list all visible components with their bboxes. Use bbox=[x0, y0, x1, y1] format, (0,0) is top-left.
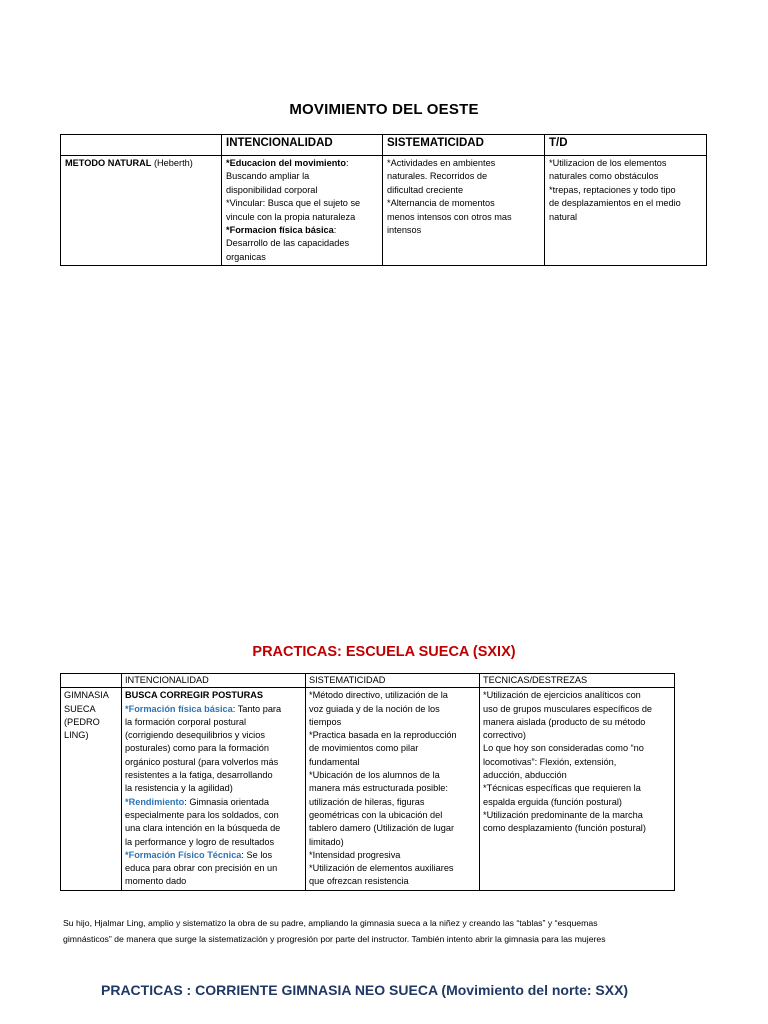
header-cell-intencionalidad: INTENCIONALIDAD bbox=[122, 674, 306, 688]
header-cell-empty bbox=[61, 135, 222, 156]
method-name: METODO NATURAL bbox=[65, 158, 152, 168]
text-line: orgánico postural (para volverlos más bbox=[125, 756, 279, 767]
text-line: *Intensidad progresiva bbox=[309, 849, 401, 860]
text-line: momento dado bbox=[125, 876, 187, 887]
text-line: la performance y logro de resultados bbox=[125, 836, 275, 847]
text-line: BUSCA CORREGIR POSTURAS bbox=[125, 690, 263, 701]
text-line: Buscando ampliar la bbox=[226, 171, 310, 182]
text-line: *Utilización de ejercicios analíticos con bbox=[483, 690, 641, 701]
text-line: geométricas con la ubicación del bbox=[309, 809, 443, 820]
text-line: *Educacion del movimiento: bbox=[226, 158, 349, 168]
header-cell-sistematicidad: SISTEMATICIDAD bbox=[306, 674, 480, 688]
header-cell-sistematicidad: SISTEMATICIDAD bbox=[383, 135, 545, 156]
text-line: *Ubicación de los alumnos de la bbox=[309, 770, 440, 781]
header-cell-empty bbox=[61, 674, 122, 688]
section-title-neo-sueca: PRACTICAS : CORRIENTE GIMNASIA NEO SUECA (Movimiento del norte: SXX) bbox=[101, 982, 629, 998]
text-line: disponibilidad corporal bbox=[226, 184, 318, 195]
system-cell bbox=[306, 688, 480, 890]
text-line: *Formación Físico Técnica: Se los bbox=[125, 849, 273, 860]
intent-cell bbox=[122, 688, 306, 890]
text-line: natural bbox=[549, 211, 578, 222]
text-line: vincule con la propia naturaleza bbox=[226, 211, 356, 222]
text-line: espalda erguida (función postural) bbox=[483, 796, 622, 807]
text-line: menos intensos con otros mas bbox=[387, 211, 512, 222]
text-line: *Método directivo, utilización de la bbox=[309, 690, 448, 701]
method-author: (Heberth) bbox=[151, 158, 193, 168]
text-line: correctivo) bbox=[483, 730, 526, 741]
section-title-escuela-sueca: PRACTICAS: ESCUELA SUECA (SXIX) bbox=[252, 644, 516, 660]
text-line: voz guiada y de la noción de los bbox=[309, 703, 440, 714]
paragraph-line: gimnásticos” de manera que surge la sistematización y progresión por parte del instructor. También intento abrir la gimnasia para las mujeres bbox=[63, 933, 606, 944]
paragraph-line: Su hijo, Hjalmar Ling, amplio y sistematizo la obra de su padre, ampliando la gimnasia sueca a la niñez y creando las “tablas” y “esquemas bbox=[63, 918, 598, 928]
text-line: (corrigiendo desequilibrios y vicios bbox=[125, 730, 265, 741]
text-line: *Vincular: Busca que el sujeto se bbox=[226, 198, 361, 209]
text-line: naturales como obstáculos bbox=[549, 171, 659, 182]
method-cell bbox=[61, 156, 222, 266]
text-line: intensos bbox=[387, 225, 422, 236]
text-line: *Utilización de elementos auxiliares bbox=[309, 863, 454, 874]
text-line: manera aislada (producto de su método bbox=[483, 716, 646, 727]
text-line: GIMNASIA bbox=[64, 690, 109, 701]
text-line: tablero damero (Utilización de lugar bbox=[309, 823, 455, 834]
body-paragraph bbox=[63, 916, 713, 947]
table-row bbox=[61, 156, 707, 266]
text-line: *Formacion física básica: bbox=[226, 225, 337, 236]
text-line: tiempos bbox=[309, 716, 342, 727]
text-line: *Alternancia de momentos bbox=[387, 198, 495, 209]
text-line: *Practica basada en la reproducción bbox=[309, 730, 457, 741]
text-line: especialmente para los soldados, con bbox=[125, 809, 279, 820]
text-line: manera más estructurada posible: bbox=[309, 783, 448, 794]
text-line: educa para obrar con precisión en un bbox=[125, 863, 278, 874]
system-cell bbox=[383, 156, 545, 266]
text-line: la resistencia y la agilidad) bbox=[125, 783, 233, 794]
text-line: *trepas, reptaciones y todo tipo bbox=[549, 184, 676, 195]
text-line: (PEDRO bbox=[64, 716, 100, 727]
text-line: utilización de hileras, figuras bbox=[309, 796, 425, 807]
table-row bbox=[61, 688, 675, 890]
text-line: de desplazamientos en el medio bbox=[549, 198, 681, 209]
table-escuela-sueca bbox=[60, 673, 675, 891]
text-line: locomotivas”: Flexión, extensión, bbox=[483, 756, 617, 767]
text-line: *Rendimiento: Gimnasia orientada bbox=[125, 796, 269, 807]
intent-cell bbox=[222, 156, 383, 266]
text-line: fundamental bbox=[309, 756, 360, 767]
text-line: SUECA bbox=[64, 703, 96, 714]
techniques-cell bbox=[480, 688, 675, 890]
table-movimiento-del-oeste bbox=[60, 134, 707, 266]
text-line: Desarrollo de las capacidades bbox=[226, 238, 350, 249]
text-line: *Técnicas específicas que requieren la bbox=[483, 783, 641, 794]
text-line: dificultad creciente bbox=[387, 184, 464, 195]
text-line: *Actividades en ambientes bbox=[387, 158, 496, 168]
method-cell bbox=[61, 688, 122, 890]
text-line: posturales) como para la formación bbox=[125, 743, 270, 754]
header-cell-intencionalidad: INTENCIONALIDAD bbox=[222, 135, 383, 156]
td-cell bbox=[545, 156, 707, 266]
header-cell-tecnicas: TECNICAS/DESTREZAS bbox=[480, 674, 675, 688]
text-line: limitado) bbox=[309, 836, 344, 847]
text-line: uso de grupos musculares específicos de bbox=[483, 703, 653, 714]
text-line: *Utilizacion de los elementos bbox=[549, 158, 667, 168]
text-line: *Formación física básica: Tanto para bbox=[125, 703, 282, 714]
table-header-row bbox=[61, 135, 707, 156]
text-line: la formación corporal postural bbox=[125, 716, 247, 727]
section-title-movimiento-del-oeste: MOVIMIENTO DEL OESTE bbox=[289, 101, 479, 118]
text-line: Lo que hoy son consideradas como “no bbox=[483, 743, 644, 754]
text-line: una clara intención en la búsqueda de bbox=[125, 823, 281, 834]
table-header-row bbox=[61, 674, 675, 688]
text-line: de movimientos como pilar bbox=[309, 743, 419, 754]
text-line: que ofrezcan resistencia bbox=[309, 876, 409, 887]
text-line: aducción, abducción bbox=[483, 770, 567, 781]
text-line: resistentes a la fatiga, desarrollando bbox=[125, 770, 273, 781]
text-line: como desplazamiento (función postural) bbox=[483, 823, 646, 834]
text-line: *Utilización predominante de la marcha bbox=[483, 809, 643, 820]
text-line: organicas bbox=[226, 251, 266, 262]
text-line: naturales. Recorridos de bbox=[387, 171, 488, 182]
text-line: LING) bbox=[64, 730, 89, 741]
header-cell-td: T/D bbox=[545, 135, 707, 156]
